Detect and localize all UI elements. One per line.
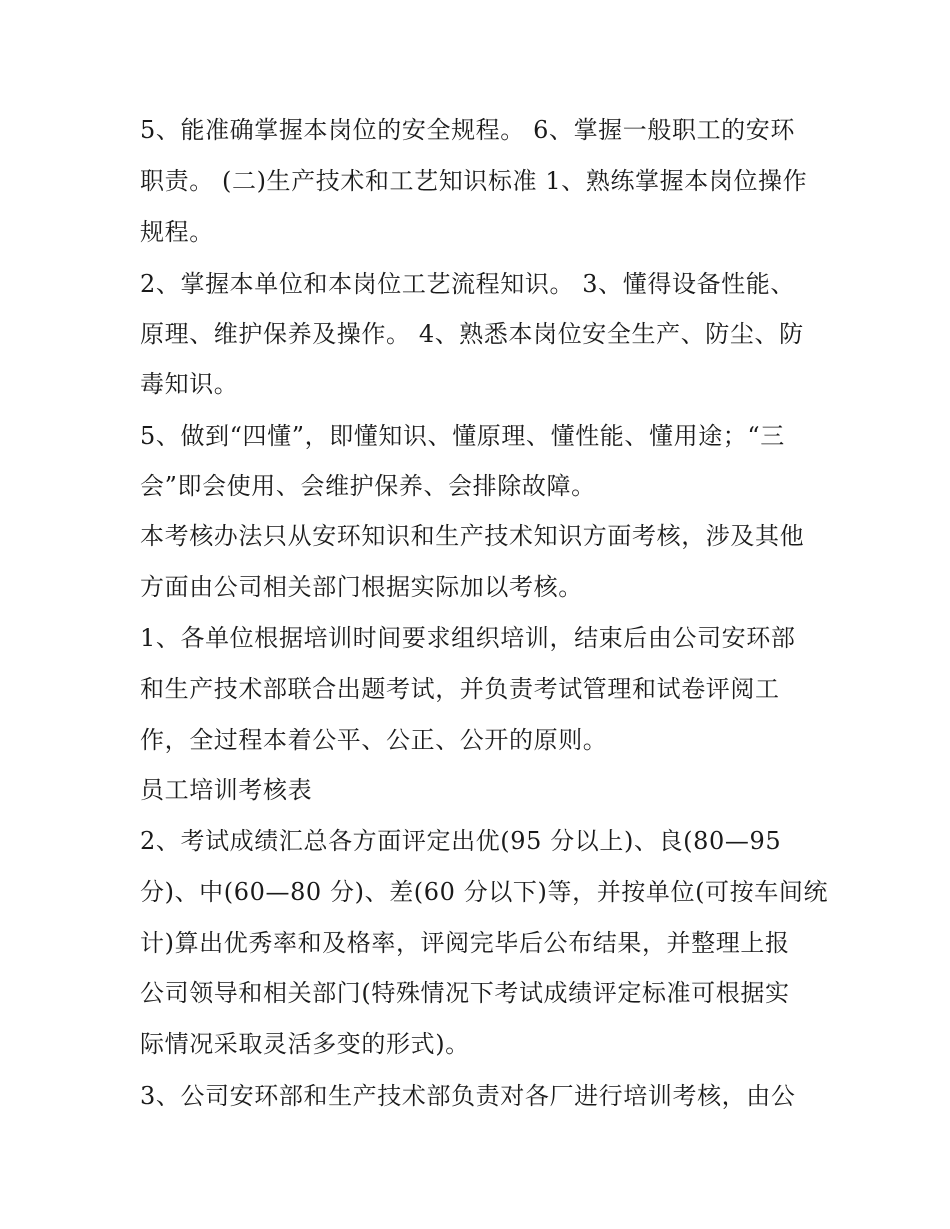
text-line: 方面由公司相关部门根据实际加以考核。	[140, 573, 583, 601]
text-line: 公司领导和相关部门(特殊情况下考试成绩评定标准可根据实	[140, 979, 790, 1007]
text-line: 5、做到“四懂”，即懂知识、懂原理、懂性能、懂用途；“三	[140, 422, 785, 450]
text-line: 2、考试成绩汇总各方面评定出优(95 分以上)、良(80—95	[140, 827, 782, 855]
text-line: 职责。 (二)生产技术和工艺知识标准 1、熟练掌握本岗位操作	[140, 167, 808, 195]
text-line: 员工培训考核表	[140, 776, 313, 804]
text-line: 本考核办法只从安环知识和生产技术知识方面考核，涉及其他	[140, 522, 805, 550]
text-line: 计)算出优秀率和及格率，评阅完毕后公布结果，并整理上报	[140, 929, 790, 957]
text-line: 作，全过程本着公平、公正、公开的原则。	[140, 726, 608, 754]
text-line: 2、掌握本单位和本岗位工艺流程知识。 3、懂得设备性能、	[140, 270, 795, 298]
text-line: 原理、维护保养及操作。 4、熟悉本岗位安全生产、防尘、防	[140, 320, 804, 348]
text-line: 际情况采取灵活多变的形式)。	[140, 1030, 470, 1058]
text-line: 规程。	[140, 218, 214, 246]
text-line: 和生产技术部联合出题考试，并负责考试管理和试卷评阅工	[140, 675, 780, 703]
text-line: 会”即会使用、会维护保养、会排除故障。	[140, 472, 596, 500]
text-line: 分)、中(60—80 分)、差(60 分以下)等，并按单位(可按车间统	[140, 878, 829, 906]
text-line: 5、能准确掌握本岗位的安全规程。 6、掌握一般职工的安环	[140, 116, 795, 144]
text-line: 1、各单位根据培训时间要求组织培训，结束后由公司安环部	[140, 624, 796, 652]
text-line: 毒知识。	[140, 370, 239, 398]
text-line: 3、公司安环部和生产技术部负责对各厂进行培训考核，由公	[140, 1082, 796, 1110]
